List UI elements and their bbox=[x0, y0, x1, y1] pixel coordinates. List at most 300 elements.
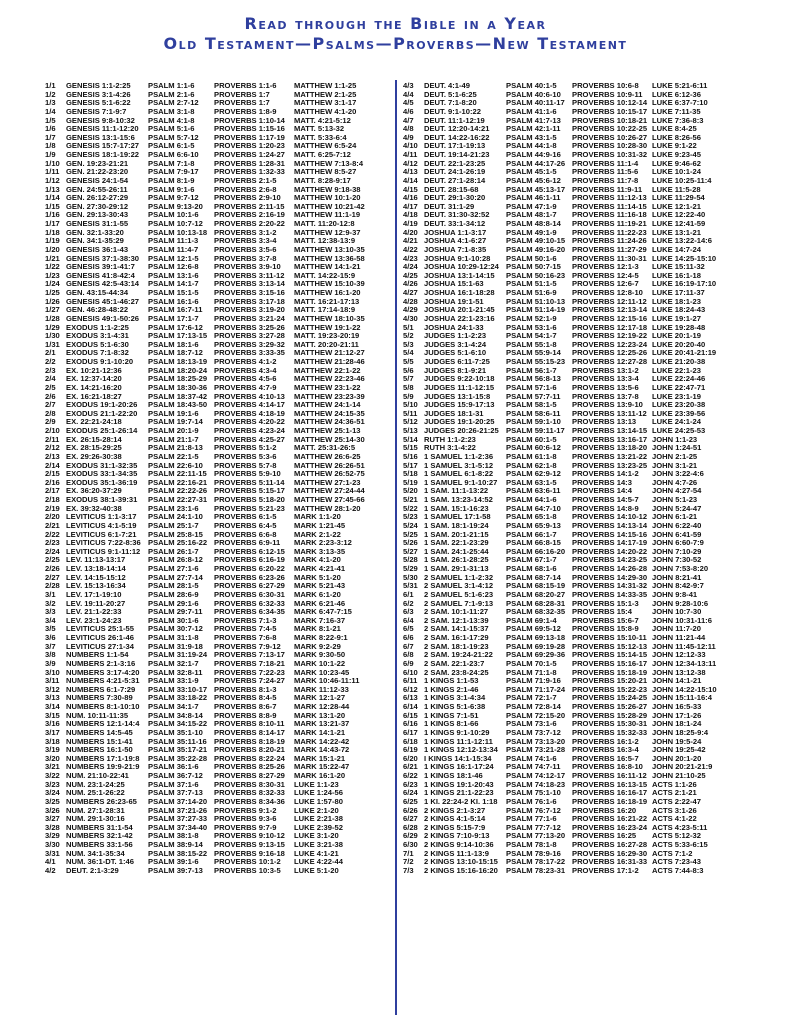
proverbs-cell: PROVERBS 12:11-12 bbox=[572, 297, 647, 306]
reading-row bbox=[45, 255, 390, 264]
psalm-cell: PSALM 8:1-9 bbox=[148, 176, 195, 185]
new-testament-cell: LUKE 2:39-52 bbox=[294, 823, 343, 832]
old-testament-cell: DEUT. 24:1-26:19 bbox=[424, 168, 486, 177]
proverbs-cell: PROVERBS 14:8-9 bbox=[572, 504, 639, 513]
reading-row bbox=[403, 677, 748, 686]
old-testament-cell: JUDGES 5:1-6:10 bbox=[424, 349, 487, 358]
new-testament-cell: LUKE 5:1-20 bbox=[294, 866, 339, 875]
old-testament-cell: 1 KINGS 5:1-6:38 bbox=[424, 703, 486, 711]
new-testament-cell: MATTHEW 3:1-17 bbox=[294, 99, 357, 108]
date-cell: 5/6 bbox=[403, 366, 414, 375]
old-testament-cell: 1 KINGS 9:1-10:29 bbox=[424, 728, 490, 737]
old-testament-cell: GEN. 34:1-35:29 bbox=[66, 237, 124, 246]
reading-row bbox=[403, 324, 748, 333]
old-testament-cell: NUMBERS 1:1-54 bbox=[66, 651, 129, 660]
new-testament-cell: ACTS 7:1-2 bbox=[652, 849, 693, 858]
new-testament-cell: JOHN 6:60-7:9 bbox=[652, 539, 704, 548]
new-testament-cell: LUKE 6:37-7:10 bbox=[652, 99, 708, 108]
date-cell: 3/28 bbox=[45, 823, 60, 832]
new-testament-cell: LUKE 23:20-38 bbox=[652, 401, 706, 410]
old-testament-cell: GEN. 21:22-23:20 bbox=[66, 168, 129, 177]
reading-row bbox=[45, 462, 390, 471]
date-cell: 2/6 bbox=[45, 392, 56, 401]
proverbs-cell: PROVERBS 3:19-20 bbox=[214, 306, 285, 315]
proverbs-cell: PROVERBS 15:8-9 bbox=[572, 625, 639, 634]
old-testament-cell: DEUT. 19:14-21:23 bbox=[424, 151, 490, 159]
date-cell: 5/30 bbox=[403, 573, 418, 582]
date-cell: 2/5 bbox=[45, 383, 56, 392]
new-testament-cell: MATTHEW 2:1-25 bbox=[294, 90, 357, 99]
psalm-cell: PSALM 45:1-5 bbox=[506, 168, 557, 177]
psalm-cell: PSALM 63:6-11 bbox=[506, 487, 561, 496]
proverbs-cell: PROVERBS 4:10-13 bbox=[214, 392, 285, 401]
new-testament-cell: MATTHEW 24:36-51 bbox=[294, 418, 365, 427]
reading-row bbox=[403, 229, 748, 238]
reading-row bbox=[45, 608, 390, 617]
new-testament-cell: LUKE 4:22-44 bbox=[294, 858, 343, 867]
proverbs-cell: PROVERBS 7:13-17 bbox=[214, 651, 285, 660]
reading-row bbox=[403, 729, 748, 738]
old-testament-cell: LEVITICUS 26:1-46 bbox=[66, 634, 134, 642]
proverbs-cell: PROVERBS 15:4 bbox=[572, 608, 632, 617]
reading-row bbox=[45, 531, 390, 540]
reading-row bbox=[45, 436, 390, 445]
psalm-cell: PSALM 68:32-35 bbox=[506, 608, 566, 617]
reading-row bbox=[403, 462, 748, 471]
date-cell: 5/14 bbox=[403, 435, 418, 444]
reading-row bbox=[403, 556, 748, 565]
new-testament-cell: MARK 7:16-37 bbox=[294, 616, 346, 625]
reading-row bbox=[45, 625, 390, 634]
new-testament-cell: MATTHEW 1:1-25 bbox=[294, 82, 357, 90]
reading-row bbox=[403, 272, 748, 281]
reading-row bbox=[403, 117, 748, 126]
proverbs-cell: PROVERBS 10:31-32 bbox=[572, 151, 648, 159]
reading-row bbox=[45, 746, 390, 755]
proverbs-cell: PROVERBS 12:15-16 bbox=[572, 314, 648, 323]
psalm-cell: PSALM 4:1-8 bbox=[148, 116, 195, 125]
proverbs-cell: PROVERBS 11:14-15 bbox=[572, 202, 647, 211]
old-testament-cell: 2 SAMUEL 7:1-9:13 bbox=[424, 599, 494, 608]
proverbs-cell: PROVERBS 13:11-12 bbox=[572, 409, 647, 418]
psalm-cell: PSALM 27:1-6 bbox=[148, 565, 199, 573]
date-cell: 1/27 bbox=[45, 306, 60, 315]
proverbs-cell: PROVERBS 1:7 bbox=[214, 90, 270, 99]
proverbs-cell: PROVERBS 6:23-26 bbox=[214, 573, 285, 582]
new-testament-cell: LUKE 18:1-23 bbox=[652, 297, 701, 306]
date-cell: 1/22 bbox=[45, 263, 60, 272]
date-cell: 4/16 bbox=[403, 194, 418, 203]
reading-row bbox=[45, 427, 390, 436]
old-testament-cell: JUDGES 3:1-4:24 bbox=[424, 340, 487, 349]
reading-row bbox=[45, 315, 390, 324]
old-testament-cell: GENESIS 45:1-46:27 bbox=[66, 297, 140, 306]
new-testament-cell: JOHN 18:25-9:4 bbox=[652, 728, 709, 737]
date-cell: 2/13 bbox=[45, 452, 60, 461]
old-testament-cell: 2 SAM. 19:24-21:22 bbox=[424, 651, 493, 660]
reading-row bbox=[45, 194, 390, 203]
reading-row bbox=[45, 367, 390, 376]
date-cell: 3/3 bbox=[45, 608, 56, 617]
new-testament-cell: LUKE 10:1-24 bbox=[652, 168, 701, 177]
new-testament-cell: MATT. 11:20-12:8 bbox=[294, 220, 355, 228]
new-testament-cell: LUKE 17:11-37 bbox=[652, 289, 705, 297]
proverbs-cell: PROVERBS 13:1-2 bbox=[572, 366, 639, 375]
proverbs-cell: PROVERBS 3:7-8 bbox=[214, 254, 277, 263]
proverbs-cell: PROVERBS 4:14-17 bbox=[214, 401, 285, 410]
proverbs-cell: PROVERBS 16:23-24 bbox=[572, 823, 648, 832]
proverbs-cell: PROVERBS 5:18-20 bbox=[214, 496, 285, 504]
proverbs-cell: PROVERBS 8:4-5 bbox=[214, 694, 277, 703]
proverbs-cell: PROVERBS 3:25-26 bbox=[214, 323, 285, 332]
date-cell: 1/13 bbox=[45, 185, 60, 194]
reading-row bbox=[403, 220, 748, 229]
proverbs-cell: PROVERBS 13:7-8 bbox=[572, 392, 639, 401]
reading-row bbox=[403, 453, 748, 462]
proverbs-cell: PROVERBS 16:11-12 bbox=[572, 772, 647, 780]
new-testament-cell: LUKE 2:21-38 bbox=[294, 815, 343, 824]
proverbs-cell: PROVERBS 4:7-9 bbox=[214, 383, 277, 392]
reading-row bbox=[403, 444, 748, 453]
old-testament-cell: LEV. 17:1-19:10 bbox=[66, 590, 122, 599]
proverbs-cell: PROVERBS 6:20-22 bbox=[214, 565, 285, 573]
new-testament-cell: MATTHEW 21:12-27 bbox=[294, 349, 365, 358]
date-cell: 3/21 bbox=[45, 763, 60, 772]
psalm-cell: PSALM 36:1-6 bbox=[148, 763, 199, 772]
proverbs-cell: PROVERBS 3:17-18 bbox=[214, 297, 285, 306]
psalm-cell: PSALM 41:1-6 bbox=[506, 107, 557, 116]
old-testament-cell: JUDGES 18:1-31 bbox=[424, 409, 484, 418]
old-testament-cell: NUMBERS 4:21-5:31 bbox=[66, 677, 140, 686]
psalm-cell: PSALM 72:8-14 bbox=[506, 703, 561, 711]
reading-table-right bbox=[403, 82, 748, 876]
reading-row bbox=[403, 522, 748, 531]
proverbs-cell: PROVERBS 8:1-3 bbox=[214, 685, 277, 694]
reading-row bbox=[403, 565, 748, 574]
proverbs-cell: PROVERBS 11:27-29 bbox=[572, 245, 647, 254]
date-cell: 3/19 bbox=[45, 746, 60, 755]
psalm-cell: PSALM 71:17-24 bbox=[506, 685, 566, 694]
reading-row bbox=[45, 600, 390, 609]
proverbs-cell: PROVERBS 11:19-21 bbox=[572, 220, 647, 228]
date-cell: 1/29 bbox=[45, 323, 60, 332]
reading-row bbox=[45, 781, 390, 790]
psalm-cell: PSALM 68:28-31 bbox=[506, 599, 566, 608]
old-testament-cell: JOSHUA 9:1-10:28 bbox=[424, 254, 491, 263]
old-testament-cell: JOSHUA 1:1-3:17 bbox=[424, 228, 487, 237]
new-testament-cell: MATTHEW 8:5-27 bbox=[294, 168, 357, 177]
psalm-cell: PSALM 37:1-6 bbox=[148, 780, 199, 789]
reading-row bbox=[403, 168, 748, 177]
old-testament-cell: EXODUS 9:1-10:20 bbox=[66, 358, 134, 366]
old-testament-cell: 1 KINGS 18:1-46 bbox=[424, 772, 483, 780]
new-testament-cell: ACTS 4:23-5:11 bbox=[652, 823, 708, 832]
date-cell: 5/18 bbox=[403, 470, 418, 479]
date-cell: 2/18 bbox=[45, 496, 60, 504]
date-cell: 5/13 bbox=[403, 427, 418, 435]
old-testament-cell: 2 KINGS 11:1-13:9 bbox=[424, 849, 489, 858]
psalm-cell: PSALM 26:1-7 bbox=[148, 547, 199, 556]
new-testament-cell: LUKE 16:1-18 bbox=[652, 271, 701, 280]
new-testament-cell: LUKE 20:1-19 bbox=[652, 332, 701, 341]
psalm-cell: PSALM 25:8-15 bbox=[148, 530, 203, 539]
reading-row bbox=[403, 142, 748, 151]
reading-row bbox=[45, 99, 390, 108]
proverbs-cell: PROVERBS 12:1-3 bbox=[572, 263, 639, 272]
old-testament-cell: JUDGES 6:11-7:25 bbox=[424, 358, 490, 366]
date-cell: 3/17 bbox=[45, 728, 60, 737]
psalm-cell: PSALM 55:9-14 bbox=[506, 349, 561, 358]
date-cell: 3/10 bbox=[45, 668, 60, 677]
old-testament-cell: 2 SAM. 10:1-11:27 bbox=[424, 608, 489, 617]
date-cell: 6/27 bbox=[403, 815, 418, 824]
proverbs-cell: PROVERBS 5:3-6 bbox=[214, 452, 277, 461]
date-cell: 5/7 bbox=[403, 375, 414, 384]
new-testament-cell: MARK 9:2-29 bbox=[294, 642, 341, 651]
date-cell: 3/7 bbox=[45, 642, 56, 651]
reading-row bbox=[45, 643, 390, 652]
date-cell: 1/8 bbox=[45, 142, 56, 151]
proverbs-cell: PROVERBS 3:5-6 bbox=[214, 245, 277, 254]
psalm-cell: PSALM 20:1-9 bbox=[148, 427, 199, 435]
proverbs-cell: PROVERBS 8:8-9 bbox=[214, 711, 277, 720]
reading-row bbox=[403, 660, 748, 669]
new-testament-cell: MATT. 6:25-7:12 bbox=[294, 151, 351, 159]
psalm-cell: PSALM 73:1-6 bbox=[506, 720, 557, 729]
date-cell: 4/24 bbox=[403, 263, 418, 272]
reading-row bbox=[45, 220, 390, 229]
old-testament-cell: 2 KINGS 5:15-7:9 bbox=[424, 823, 486, 832]
date-cell: 6/7 bbox=[403, 642, 414, 651]
psalm-cell: PSALM 18:25-29 bbox=[148, 375, 208, 384]
new-testament-cell: JOHN 1:24-51 bbox=[652, 444, 702, 453]
date-cell: 1/30 bbox=[45, 332, 60, 341]
psalm-cell: PSALM 50:7-15 bbox=[506, 263, 561, 272]
new-testament-cell: ACTS 7:23-43 bbox=[652, 858, 701, 867]
date-cell: 5/4 bbox=[403, 349, 414, 358]
old-testament-cell: 1 SAMUEL 1:1-2:36 bbox=[424, 452, 494, 461]
new-testament-cell: MARK 1:1-20 bbox=[294, 513, 341, 522]
proverbs-cell: PROVERBS 7:9-12 bbox=[214, 642, 281, 651]
new-testament-cell: MATTHEW 27:45-66 bbox=[294, 496, 365, 504]
psalm-cell: PSALM 28:1-5 bbox=[148, 582, 199, 591]
old-testament-cell: EX. 10:21-12:36 bbox=[66, 366, 122, 375]
old-testament-cell: 1 SAM. 13:23-14:52 bbox=[424, 496, 493, 504]
old-testament-cell: JOSHUA 10:29-12:24 bbox=[424, 263, 499, 272]
old-testament-cell: NUMBERS 19:9-21:9 bbox=[66, 763, 140, 772]
reading-row bbox=[45, 660, 390, 669]
date-cell: 5/26 bbox=[403, 539, 418, 548]
new-testament-cell: MARK 6:1-20 bbox=[294, 590, 341, 599]
proverbs-cell: PROVERBS 9:3-6 bbox=[214, 815, 277, 824]
date-cell: 6/18 bbox=[403, 737, 418, 746]
psalm-cell: PSALM 36:7-12 bbox=[148, 772, 203, 780]
psalm-cell: PSALM 34:1-7 bbox=[148, 703, 199, 711]
date-cell: 6/9 bbox=[403, 659, 414, 668]
reading-row bbox=[403, 781, 748, 790]
psalm-cell: PSALM 56:8-13 bbox=[506, 375, 561, 384]
psalm-cell: PSALM 10:13-18 bbox=[148, 228, 208, 237]
reading-row bbox=[45, 272, 390, 281]
psalm-cell: PSALM 68:15-19 bbox=[506, 582, 566, 591]
new-testament-cell: LUKE 7:11-35 bbox=[652, 107, 701, 116]
old-testament-cell: RUTH 1:1-2:23 bbox=[424, 435, 476, 444]
old-testament-cell: DEUT. 2:1-3:29 bbox=[66, 866, 119, 875]
old-testament-cell: JOSHUA 24:1-33 bbox=[424, 323, 484, 332]
psalm-cell: PSALM 77:7-12 bbox=[506, 823, 561, 832]
new-testament-cell: JOHN 20:1-20 bbox=[652, 754, 702, 763]
proverbs-cell: PROVERBS 15:22-23 bbox=[572, 685, 648, 694]
new-testament-cell: LUKE 9:1-22 bbox=[652, 142, 697, 151]
new-testament-cell: MATT. 14:22-15:9 bbox=[294, 271, 356, 280]
new-testament-cell: LUKE 13:1-21 bbox=[652, 228, 701, 237]
old-testament-cell: EXODUS 38:1-39:31 bbox=[66, 496, 138, 504]
proverbs-cell: PROVERBS 15:10-11 bbox=[572, 634, 647, 642]
old-testament-cell: 1 KINGS 12:12-13:34 bbox=[424, 746, 498, 755]
proverbs-cell: PROVERBS 4:1-2 bbox=[214, 358, 277, 366]
new-testament-cell: MARK 2:23-3:12 bbox=[294, 539, 352, 548]
date-cell: 2/21 bbox=[45, 521, 60, 530]
new-testament-cell: LUKE 20:41-21:19 bbox=[652, 349, 717, 358]
reading-row bbox=[403, 505, 748, 514]
old-testament-cell: NUMBERS 33:1-56 bbox=[66, 841, 133, 849]
proverbs-cell: PROVERBS 8:25-26 bbox=[214, 763, 285, 772]
old-testament-cell: 2 KINGS 13:10-15:15 bbox=[424, 858, 498, 867]
proverbs-cell: PROVERBS 14:1-2 bbox=[572, 470, 639, 479]
psalm-cell: PSALM 74:18-23 bbox=[506, 780, 566, 789]
reading-row bbox=[403, 479, 748, 488]
old-testament-cell: 1 SAM. 26:1-28:25 bbox=[424, 556, 489, 565]
new-testament-cell: LUKE 21:20-38 bbox=[652, 358, 706, 366]
date-cell: 6/2 bbox=[403, 599, 414, 608]
proverbs-cell: PROVERBS 12:27-28 bbox=[572, 358, 648, 366]
proverbs-cell: PROVERBS 11:30-31 bbox=[572, 254, 647, 263]
psalm-cell: PSALM 70:1-5 bbox=[506, 659, 557, 668]
new-testament-cell: MATT. 20:20-21:11 bbox=[294, 340, 359, 349]
date-cell: 6/15 bbox=[403, 711, 418, 720]
proverbs-cell: PROVERBS 5:11-14 bbox=[214, 478, 285, 487]
psalm-cell: PSALM 6:1-5 bbox=[148, 142, 195, 151]
date-cell: 1/17 bbox=[45, 220, 60, 228]
reading-row bbox=[45, 349, 390, 358]
proverbs-cell: PROVERBS 15:28-29 bbox=[572, 711, 648, 720]
proverbs-cell: PROVERBS 1:20-23 bbox=[214, 142, 285, 151]
reading-row bbox=[403, 280, 748, 289]
psalm-cell: PSALM 22:11-15 bbox=[148, 470, 207, 479]
proverbs-cell: PROVERBS 16:27-28 bbox=[572, 841, 648, 849]
date-cell: 1/28 bbox=[45, 314, 60, 323]
date-cell: 6/6 bbox=[403, 634, 414, 642]
old-testament-cell: NUMBERS 2:1-3:16 bbox=[66, 659, 136, 668]
old-testament-cell: 2 KINGS 4:1-5:14 bbox=[424, 815, 486, 824]
reading-row bbox=[45, 634, 390, 643]
old-testament-cell: NUMBERS 12:1-14:4 bbox=[66, 720, 140, 729]
old-testament-cell: 2 SAM. 16:1-17:29 bbox=[424, 634, 489, 642]
old-testament-cell: JOSHUA 4:1-6:27 bbox=[424, 237, 487, 246]
proverbs-cell: PROVERBS 4:5-6 bbox=[214, 375, 277, 384]
date-cell: 5/12 bbox=[403, 418, 418, 427]
date-cell: 5/16 bbox=[403, 452, 418, 461]
new-testament-cell: LUKE 6:12-36 bbox=[652, 90, 701, 99]
old-testament-cell: NUMBERS 32:1-42 bbox=[66, 832, 133, 841]
old-testament-cell: EX. 36:20-37:29 bbox=[66, 487, 122, 496]
old-testament-cell: NUMBERS 14:5-45 bbox=[66, 728, 133, 737]
date-cell: 5/1 bbox=[403, 323, 414, 332]
old-testament-cell: NUM. 34:1-35:34 bbox=[66, 849, 125, 858]
psalm-cell: PSALM 75:1-10 bbox=[506, 789, 561, 798]
new-testament-cell: JOHN 13:12-38 bbox=[652, 668, 706, 677]
date-cell: 1/23 bbox=[45, 271, 60, 280]
date-cell: 5/21 bbox=[403, 496, 418, 504]
proverbs-cell: PROVERBS 10:22-25 bbox=[572, 125, 648, 134]
proverbs-cell: PROVERBS 4:23-24 bbox=[214, 427, 285, 435]
proverbs-cell: PROVERBS 1:8-9 bbox=[214, 107, 277, 116]
new-testament-cell: JOHN 8:21-41 bbox=[652, 573, 702, 582]
date-cell: 1/31 bbox=[45, 340, 60, 349]
psalm-cell: PSALM 19:7-14 bbox=[148, 418, 203, 427]
reading-row bbox=[403, 211, 748, 220]
date-cell: 5/17 bbox=[403, 461, 418, 470]
date-cell: 2/25 bbox=[45, 556, 60, 565]
date-cell: 6/30 bbox=[403, 841, 418, 849]
date-cell: 3/26 bbox=[45, 806, 60, 815]
new-testament-cell: ACTS 2:22-47 bbox=[652, 797, 701, 806]
reading-row bbox=[45, 211, 390, 220]
reading-row bbox=[403, 263, 748, 272]
reading-row bbox=[403, 177, 748, 186]
proverbs-cell: PROVERBS 3:13-14 bbox=[214, 280, 285, 289]
date-cell: 3/14 bbox=[45, 703, 60, 711]
date-cell: 1/19 bbox=[45, 237, 60, 246]
proverbs-cell: PROVERBS 16:16-17 bbox=[572, 789, 648, 798]
proverbs-cell: PROVERBS 8:6-7 bbox=[214, 703, 277, 711]
reading-row bbox=[403, 600, 748, 609]
old-testament-cell: EX. 22:21-24:18 bbox=[66, 418, 122, 427]
psalm-cell: PSALM 51:1-5 bbox=[506, 280, 557, 289]
proverbs-cell: PROVERBS 13:18-20 bbox=[572, 444, 648, 453]
reading-row bbox=[45, 289, 390, 298]
proverbs-cell: PROVERBS 1:10-14 bbox=[214, 116, 285, 125]
new-testament-cell: MARK 10:1-22 bbox=[294, 659, 346, 668]
date-cell: 3/16 bbox=[45, 720, 60, 729]
new-testament-cell: JOHN 7:10-29 bbox=[652, 547, 702, 556]
reading-row bbox=[45, 91, 390, 100]
reading-table-left bbox=[45, 82, 390, 876]
psalm-cell: PSALM 59:1-10 bbox=[506, 418, 561, 427]
psalm-cell: PSALM 28:6-9 bbox=[148, 590, 199, 599]
psalm-cell: PSALM 33:18-22 bbox=[148, 694, 208, 703]
proverbs-cell: PROVERBS 14:13-14 bbox=[572, 521, 648, 530]
old-testament-cell: RUTH 3:1-4:22 bbox=[424, 444, 476, 453]
new-testament-cell: ACTS 3:1-26 bbox=[652, 806, 697, 815]
old-testament-cell: EXODUS 1:1-2:25 bbox=[66, 323, 129, 332]
old-testament-cell: 1 KINGS 8:1-66 bbox=[424, 720, 479, 729]
psalm-cell: PSALM 45:6-12 bbox=[506, 176, 561, 185]
date-cell: 6/26 bbox=[403, 806, 418, 815]
new-testament-cell: JOHN 3:22-4:6 bbox=[652, 470, 704, 479]
new-testament-cell: JOHN 9:28-10:6 bbox=[652, 599, 709, 608]
psalm-cell: PSALM 69:29-36 bbox=[506, 651, 566, 660]
old-testament-cell: LEV. 19:11-20:27 bbox=[66, 599, 126, 608]
psalm-cell: PSALM 22:6-10 bbox=[148, 461, 203, 470]
new-testament-cell: MATTHEW 15:10-39 bbox=[294, 280, 365, 289]
date-cell: 6/13 bbox=[403, 694, 418, 703]
proverbs-cell: PROVERBS 3:27-28 bbox=[214, 332, 285, 341]
old-testament-cell: 1 KINGS 16:1-17:24 bbox=[424, 763, 494, 772]
old-testament-cell: DEUT. 33:1-34:12 bbox=[424, 220, 486, 228]
psalm-cell: PSALM 59:11-17 bbox=[506, 427, 565, 435]
psalm-cell: PSALM 46:1-11 bbox=[506, 194, 561, 203]
